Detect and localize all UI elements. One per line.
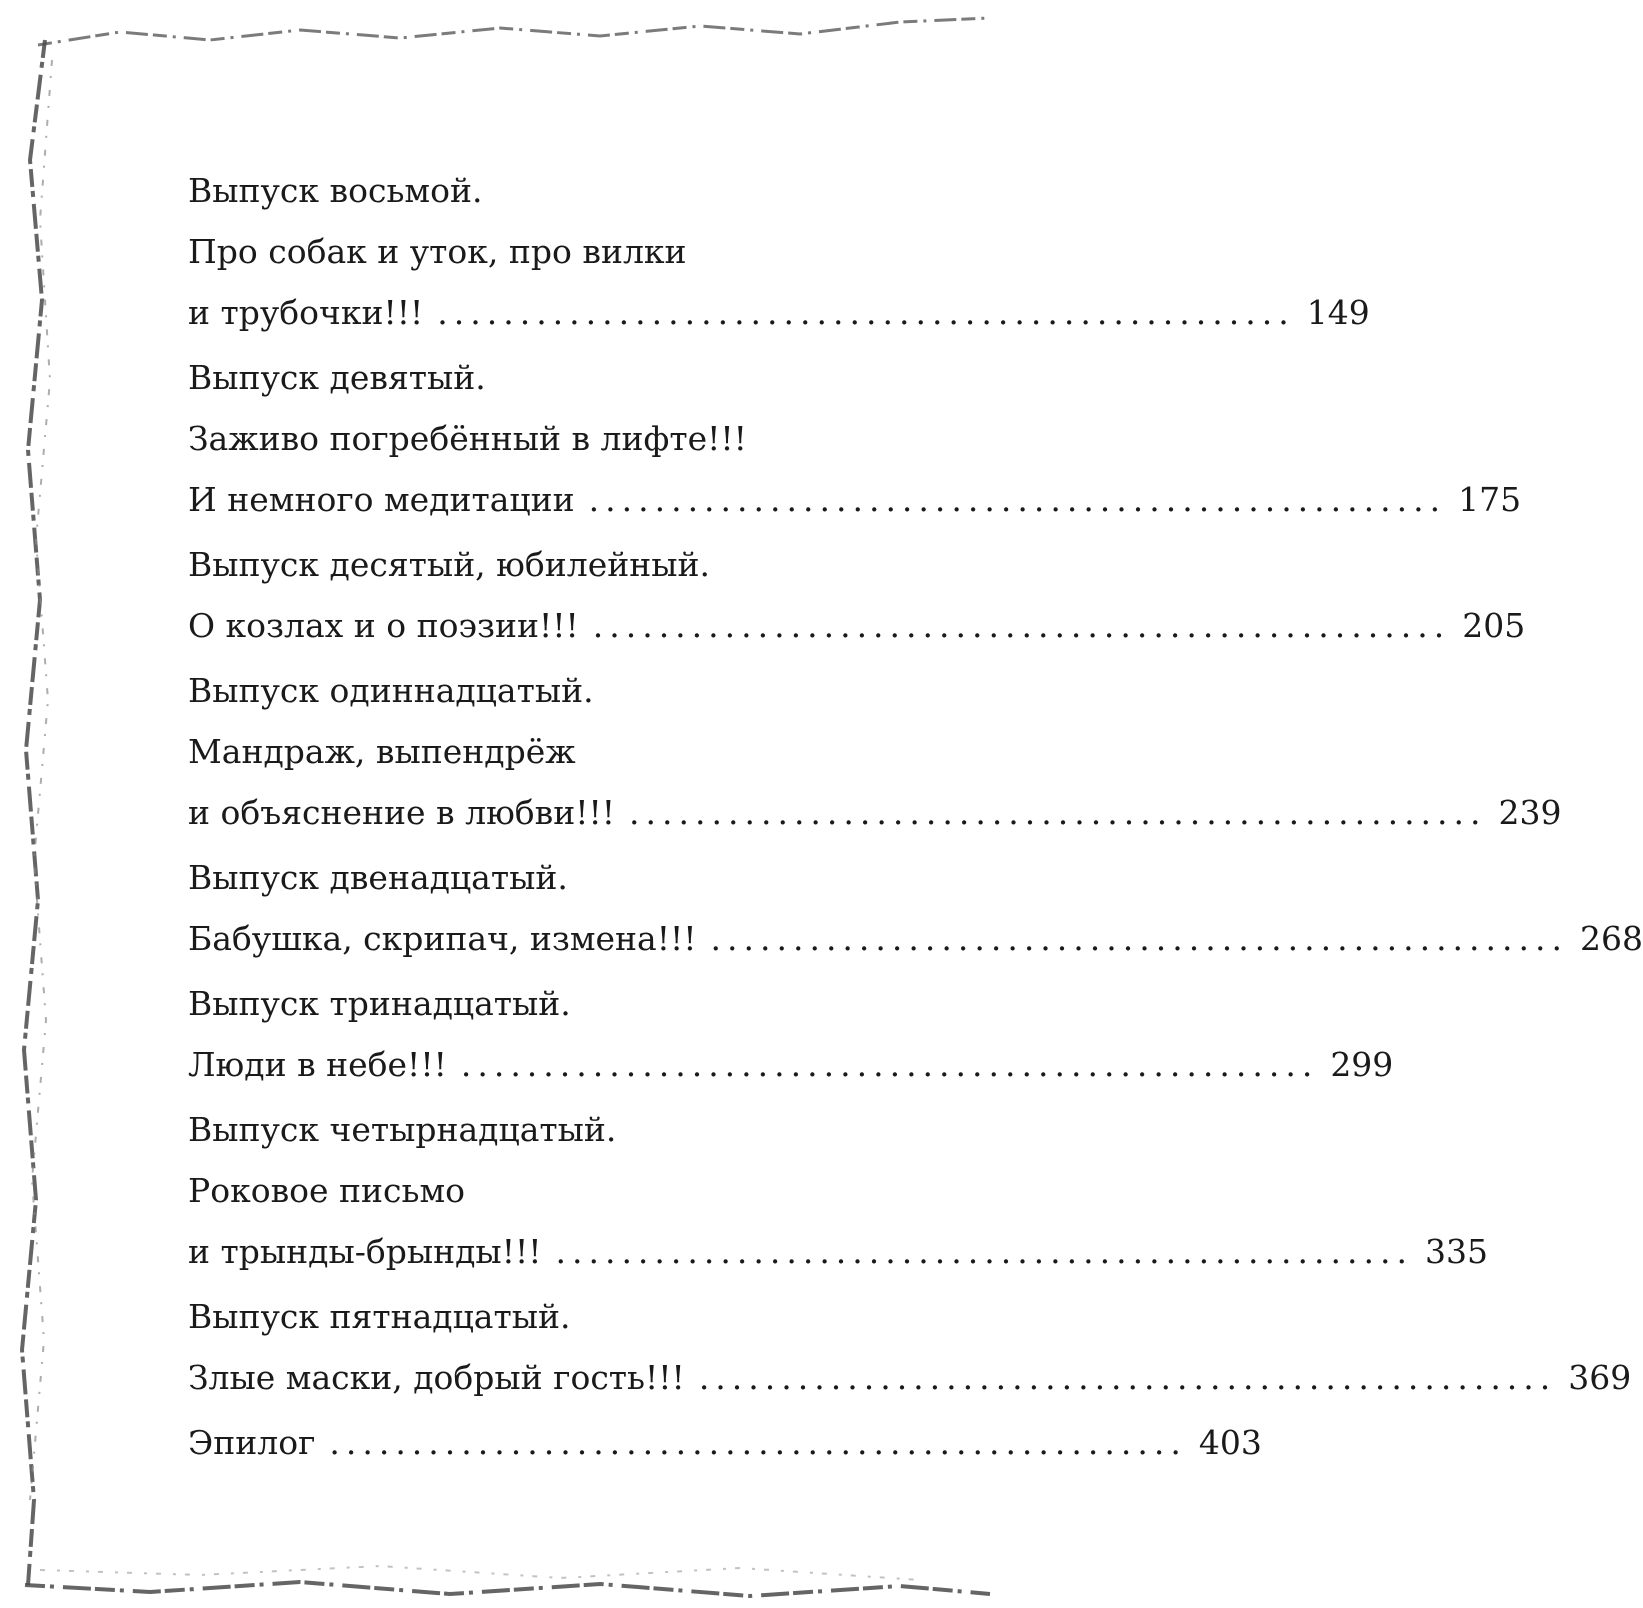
dot-leader: .................................................... xyxy=(329,1423,1187,1462)
table-of-contents xyxy=(188,160,1643,1477)
toc-entry-issue-14[interactable] xyxy=(188,1099,1488,1282)
toc-entry-title-line: Про собак и уток, про вилки xyxy=(188,232,687,271)
toc-entry-issue-12[interactable] xyxy=(188,847,1643,969)
toc-entry-title-line: Заживо погребённый в лифте!!! xyxy=(188,419,747,458)
toc-entry-title-line: Бабушка, скрипач, измена!!! xyxy=(188,919,697,958)
toc-entry-title-line: Выпуск одиннадцатый. xyxy=(188,671,594,710)
toc-entry-title-line: И немного медитации xyxy=(188,480,575,519)
page-number: 149 xyxy=(1306,293,1370,332)
toc-entry-title-line: Выпуск пятнадцатый. xyxy=(188,1297,571,1336)
dot-leader: .................................................... xyxy=(710,919,1568,958)
dot-leader: .................................................... xyxy=(698,1358,1557,1397)
dot-leader: .................................................... xyxy=(437,293,1295,332)
page-number: 403 xyxy=(1198,1423,1262,1462)
toc-entry-title-line: Мандраж, выпендрёж xyxy=(188,732,576,771)
toc-entry-title-line: и объяснение в любви!!! xyxy=(188,793,616,832)
toc-entry-title-line: и трубочки!!! xyxy=(188,293,424,332)
page-number: 239 xyxy=(1498,793,1562,832)
toc-entry-issue-9[interactable] xyxy=(188,347,1522,530)
dot-leader: .................................................... xyxy=(588,480,1447,519)
page-number: 205 xyxy=(1462,606,1526,645)
dot-leader: .................................................... xyxy=(555,1232,1413,1271)
toc-entry-title-line: Выпуск десятый, юбилейный. xyxy=(188,545,710,584)
page-number: 299 xyxy=(1330,1045,1394,1084)
toc-entry-title-line: Выпуск двенадцатый. xyxy=(188,858,568,897)
toc-entry-title-line: Злые маски, добрый гость!!! xyxy=(188,1358,685,1397)
toc-entry-title-line: О козлах и о поэзии!!! xyxy=(188,606,579,645)
dot-leader: .................................................... xyxy=(629,793,1487,832)
dot-leader: .................................................... xyxy=(460,1045,1319,1084)
page-number: 335 xyxy=(1424,1232,1488,1271)
toc-entry-title-line: и трынды-брынды!!! xyxy=(188,1232,542,1271)
toc-entry-issue-11[interactable] xyxy=(188,660,1562,843)
dot-leader: .................................................... xyxy=(592,606,1451,645)
page-number: 175 xyxy=(1458,480,1522,519)
toc-entry-issue-15[interactable] xyxy=(188,1286,1632,1408)
toc-entry-title-line: Выпуск девятый. xyxy=(188,358,486,397)
toc-entry-title-line: Выпуск четырнадцатый. xyxy=(188,1110,617,1149)
toc-entry-title-line: Выпуск тринадцатый. xyxy=(188,984,571,1023)
toc-entry-issue-13[interactable] xyxy=(188,973,1394,1095)
toc-entry-title-line: Эпилог xyxy=(188,1423,316,1462)
toc-entry-issue-10[interactable] xyxy=(188,534,1526,656)
toc-entry-title-line: Роковое письмо xyxy=(188,1171,466,1210)
page-number: 369 xyxy=(1568,1358,1632,1397)
toc-entry-title-line: Люди в небе!!! xyxy=(188,1045,447,1084)
toc-entry-epilogue[interactable] xyxy=(188,1412,1262,1473)
page-number: 268 xyxy=(1579,919,1643,958)
toc-entry-title-line: Выпуск восьмой. xyxy=(188,171,483,210)
toc-entry-issue-8[interactable] xyxy=(188,160,1370,343)
